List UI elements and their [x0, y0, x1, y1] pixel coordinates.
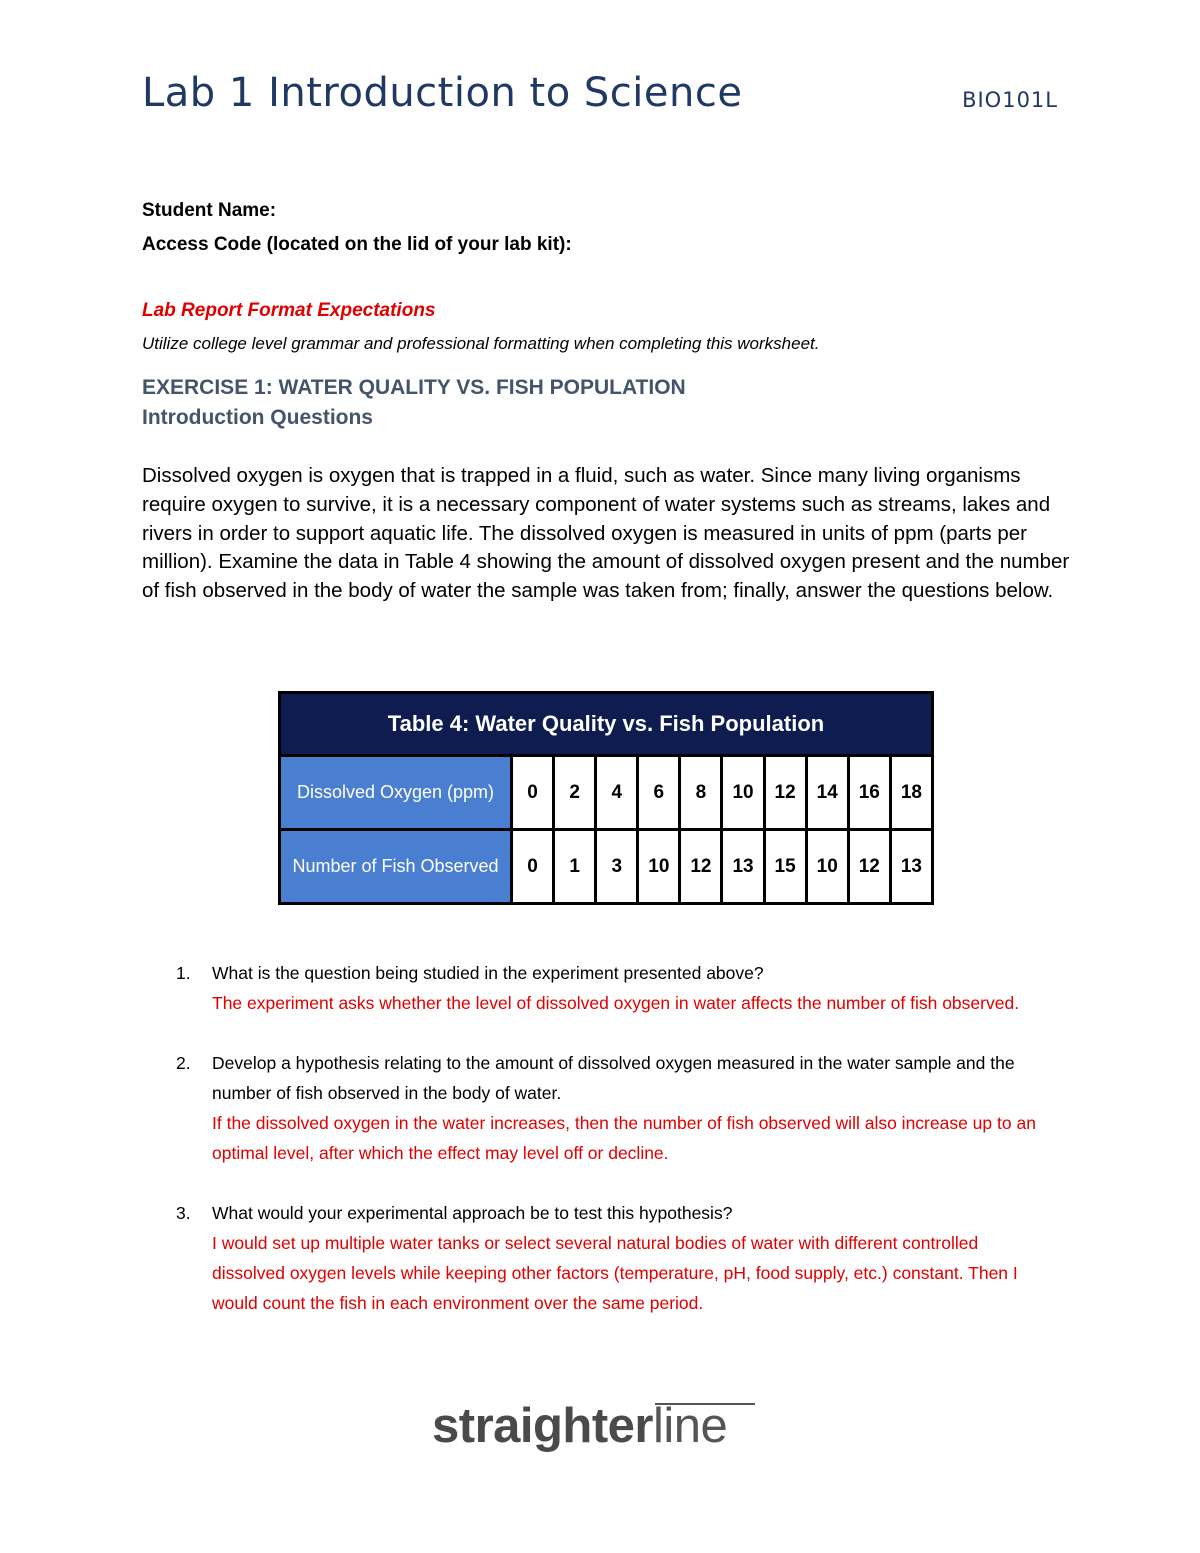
table-cell: 12 — [848, 830, 890, 904]
question-text: What would your experimental approach be to test this hypothesis? — [212, 1203, 733, 1223]
format-heading: Lab Report Format Expectations — [142, 300, 436, 321]
answer-text: The experiment asks whether the level of dissolved oxygen in water affects the number of fish observed. — [212, 993, 1020, 1013]
table-title: Table 4: Water Quality vs. Fish Population — [280, 693, 933, 756]
table-cell: 12 — [764, 756, 806, 830]
table-cell: 12 — [680, 830, 722, 904]
logo-light-text: line — [653, 1399, 728, 1453]
question-list — [142, 958, 1042, 1348]
data-table — [278, 691, 934, 905]
access-code-label: Access Code (located on the lid of your lab kit): — [142, 234, 572, 255]
table-cell: 8 — [680, 756, 722, 830]
data-table-wrapper — [278, 691, 934, 905]
table-cell: 13 — [722, 830, 764, 904]
table-cell: 6 — [638, 756, 680, 830]
question-text: Develop a hypothesis relating to the amount of dissolved oxygen measured in the water sample and the number of fish observed in the body of water. — [212, 1053, 1015, 1103]
student-name-label: Student Name: — [142, 200, 277, 221]
exercise-heading: EXERCISE 1: WATER QUALITY VS. FISH POPULATION — [142, 376, 686, 399]
logo-bold-text: straighter — [432, 1399, 654, 1453]
row-header-oxygen: Dissolved Oxygen (ppm) — [280, 756, 512, 830]
table-cell: 10 — [722, 756, 764, 830]
table-cell: 1 — [554, 830, 596, 904]
table-cell: 10 — [806, 830, 848, 904]
intro-paragraph: Dissolved oxygen is oxygen that is trapped in a fluid, such as water. Since many living organisms require oxygen to survive, it is a necessary component of water systems such as streams, lakes and rivers in order to support aquatic life. The dissolved oxygen is measured in units of ppm (parts per million). Examine the data in Table 4 showing the amount of dissolved oxygen present and the number of fish observed in the body of water the sample was taken from; finally, answer the questions below. — [142, 464, 1070, 603]
answer-text: I would set up multiple water tanks or select several natural bodies of water with different controlled dissolved oxygen levels while keeping other factors (temperature, pH, food supply, etc.) constant. Then I would count the fish in each environment over the same period. — [212, 1233, 1018, 1313]
answer-text: If the dissolved oxygen in the water increases, then the number of fish observed will also increase up to an optimal level, after which the effect may level off or decline. — [212, 1113, 1036, 1163]
table-cell: 2 — [554, 756, 596, 830]
question-number: 2. — [176, 1053, 191, 1073]
table-cell: 13 — [890, 830, 932, 904]
page-title: Lab 1 Introduction to Science — [142, 70, 743, 116]
table-cell: 15 — [764, 830, 806, 904]
table-cell: 4 — [596, 756, 638, 830]
course-code: BIO101L — [962, 88, 1058, 112]
straighterline-logo — [432, 1398, 727, 1454]
table-cell: 3 — [596, 830, 638, 904]
exercise-subheading: Introduction Questions — [142, 406, 373, 429]
question-text: What is the question being studied in the experiment presented above? — [212, 963, 764, 983]
format-text: Utilize college level grammar and professional formatting when completing this worksheet. — [142, 334, 820, 353]
table-cell: 0 — [512, 756, 554, 830]
table-cell: 10 — [638, 830, 680, 904]
row-header-fish: Number of Fish Observed — [280, 830, 512, 904]
question-item-1 — [142, 958, 1042, 1018]
table-row — [280, 830, 933, 904]
question-item-2 — [142, 1048, 1042, 1168]
question-item-3 — [142, 1198, 1042, 1318]
table-cell: 14 — [806, 756, 848, 830]
question-number: 1. — [176, 963, 191, 983]
table-cell: 16 — [848, 756, 890, 830]
question-number: 3. — [176, 1203, 191, 1223]
table-cell: 0 — [512, 830, 554, 904]
table-row — [280, 756, 933, 830]
table-cell: 18 — [890, 756, 932, 830]
